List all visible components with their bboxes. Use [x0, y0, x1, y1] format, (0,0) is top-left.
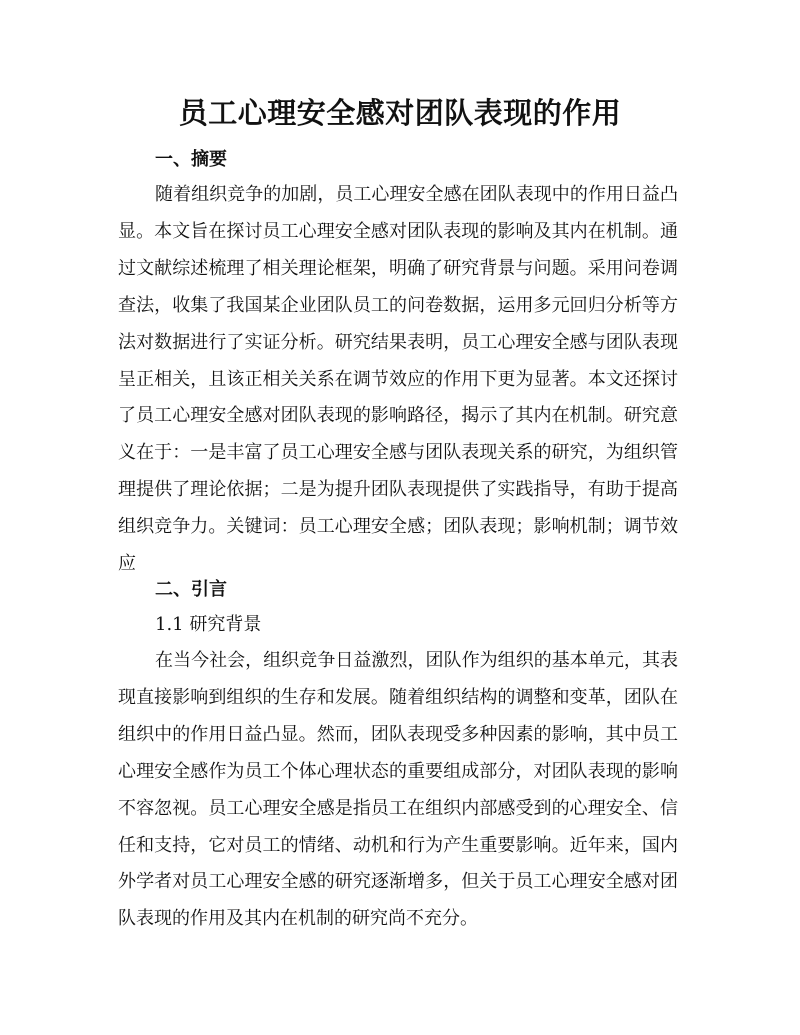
- document-title: 员工心理安全感对团队表现的作用: [178, 96, 622, 130]
- background-paragraph: 在当今社会，组织竞争日益激烈，团队作为组织的基本单元，其表现直接影响到组织的生存和发展。随着组织结构的调整和变革，团队在组织中的作用日益凸显。然而，团队表现受多种因素的影响，其中员工心理安全感作为员工个体心理状态的重要组成部分，对团队表现的影响不容忽视。员工心理安全感是指员工在组织内部感受到的心理安全、信任和支持，它对员工的情绪、动机和行为产生重要影响。近年来，国内外学者对员工心理安全感的研究逐渐增多，但关于员工心理安全感对团队表现的作用及其内在机制的研究尚不充分。: [118, 650, 678, 930]
- abstract-paragraph: 随着组织竞争的加剧，员工心理安全感在团队表现中的作用日益凸显。本文旨在探讨员工心理安全感对团队表现的影响及其内在机制。通过文献综述梳理了相关理论框架，明确了研究背景与问题。采用问卷调查法，收集了我国某企业团队员工的问卷数据，运用多元回归分析等方法对数据进行了实证分析。研究结果表明，员工心理安全感与团队表现呈正相关，且该正相关关系在调节效应的作用下更为显著。本文还探讨了员工心理安全感对团队表现的影响路径，揭示了其内在机制。研究意义在于：一是丰富了员工心理安全感与团队表现关系的研究，为组织管理提供了理论依据；二是为提升团队表现提供了实践指导，有助于提高组织竞争力。关键词：员工心理安全感；团队表现；影响机制；调节效应: [118, 184, 678, 575]
- section-heading-introduction: 二、引言: [155, 579, 227, 600]
- section-heading-abstract: 一、摘要: [155, 149, 227, 170]
- subsection-heading-background: 1.1 研究背景: [155, 614, 262, 635]
